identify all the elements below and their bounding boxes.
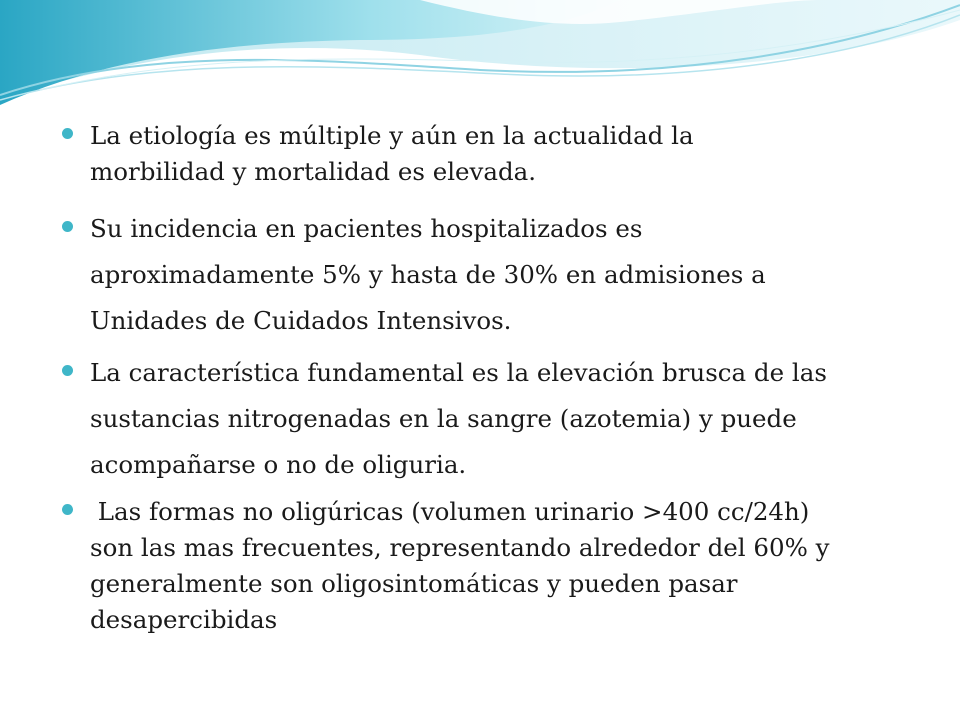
bullet-item (60, 494, 920, 638)
bullet-line: La etiología es múltiple y aún en la actualidad la (90, 121, 694, 150)
bullet-line: acompañarse o no de oliguria. (90, 450, 467, 479)
bullet-list (60, 118, 920, 638)
bullet-item (60, 350, 920, 488)
bullet-dot-icon (62, 365, 73, 376)
bullet-line: aproximadamente 5% y hasta de 30% en admisiones a (90, 260, 766, 289)
bullet-line: La característica fundamental es la elevación brusca de las (90, 358, 827, 387)
bullet-line: Las formas no oligúricas (volumen urinario >400 cc/24h) (90, 497, 810, 526)
wave-header-decoration (0, 0, 960, 120)
bullet-dot-icon (62, 504, 73, 515)
bullet-dot-icon (62, 128, 73, 139)
bullet-line: Unidades de Cuidados Intensivos. (90, 306, 512, 335)
bullet-item (60, 118, 920, 190)
bullet-line: desapercibidas (90, 605, 278, 634)
bullet-line: generalmente son oligosintomáticas y pueden pasar (90, 569, 738, 598)
bullet-line: Su incidencia en pacientes hospitalizados es (90, 214, 643, 243)
bullet-item (60, 206, 920, 344)
bullet-line: son las mas frecuentes, representando alrededor del 60% y (90, 533, 830, 562)
bullet-line: sustancias nitrogenadas en la sangre (azotemia) y puede (90, 404, 797, 433)
bullet-dot-icon (62, 221, 73, 232)
bullet-line: morbilidad y mortalidad es elevada. (90, 157, 537, 186)
